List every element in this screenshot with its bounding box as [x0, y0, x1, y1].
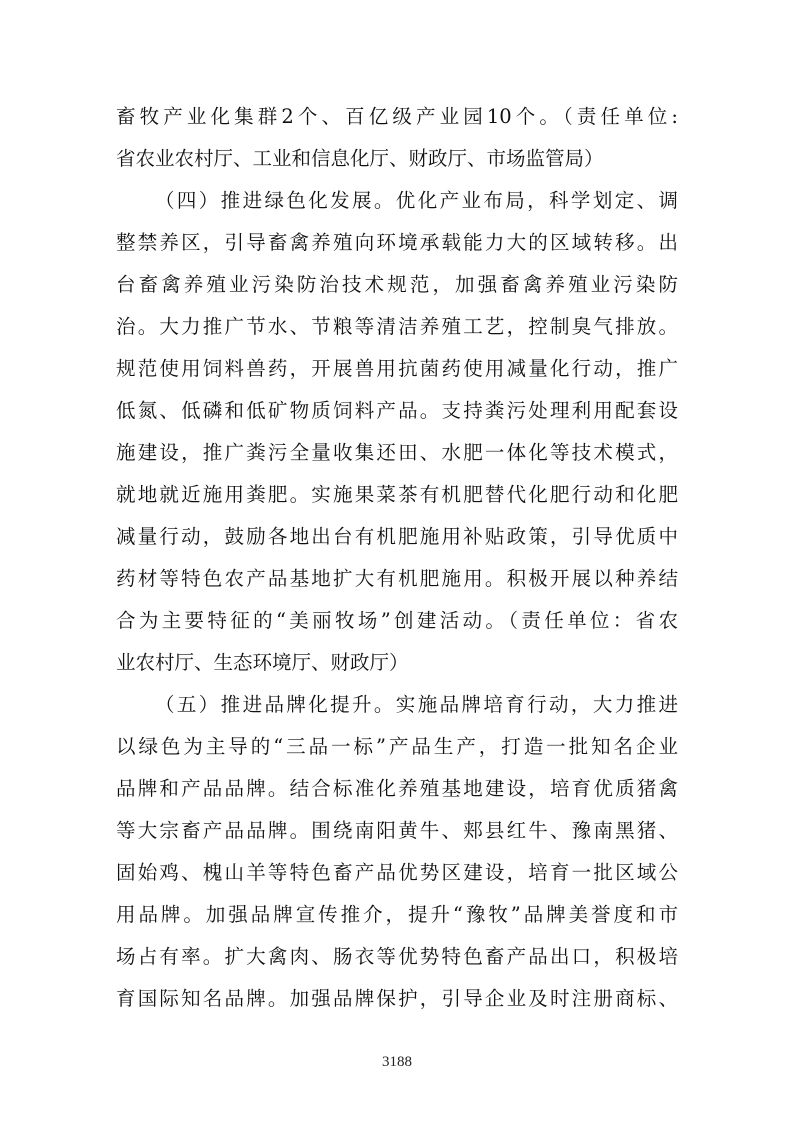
- text-line: 固始鸡、槐山羊等特色畜产品优势区建设，培育一批区域公: [116, 861, 678, 884]
- text-line: 药材等特色农产品基地扩大有机肥施用。积极开展以种养结: [116, 567, 678, 590]
- text-line: 施建设，推广粪污全量收集还田、水肥一体化等技术模式，: [116, 441, 678, 464]
- text-line: 业农村厅、生态环境厅、财政厅）: [116, 651, 409, 674]
- text-line: 等大宗畜产品品牌。围绕南阳黄牛、郏县红牛、豫南黑猪、: [116, 819, 678, 842]
- text-line: 减量行动，鼓励各地出台有机肥施用补贴政策，引导优质中: [116, 525, 678, 548]
- text-line: 以绿色为主导的“三品一标”产品生产，打造一批知名企业: [116, 735, 678, 758]
- text-line: 品牌和产品品牌。结合标准化养殖基地建设，培育优质猪禽: [116, 777, 678, 800]
- text-line: 合为主要特征的“美丽牧场”创建活动。（责任单位：省农: [116, 609, 678, 632]
- text-line-section-five-heading: （五）推进品牌化提升。实施品牌培育行动，大力推进: [155, 693, 678, 716]
- text-line: 台畜禽养殖业污染防治技术规范，加强畜禽养殖业污染防: [116, 273, 678, 296]
- text-line: 场占有率。扩大禽肉、肠衣等优势特色畜产品出口，积极培: [116, 945, 678, 968]
- text-line: 规范使用饲料兽药，开展兽用抗菌药使用减量化行动，推广: [116, 357, 678, 380]
- text-line: 低氮、低磷和低矿物质饲料产品。支持粪污处理利用配套设: [116, 399, 678, 422]
- text-line-section-four-heading: （四）推进绿色化发展。优化产业布局，科学划定、调: [155, 189, 678, 212]
- text-line: 用品牌。加强品牌宣传推介，提升“豫牧”品牌美誉度和市: [116, 903, 678, 926]
- text-line: 治。大力推广节水、节粮等清洁养殖工艺，控制臭气排放。: [116, 315, 678, 338]
- text-line: 就地就近施用粪肥。实施果菜茶有机肥替代化肥行动和化肥: [116, 483, 678, 506]
- text-line: 整禁养区，引导畜禽养殖向环境承载能力大的区域转移。出: [116, 231, 678, 254]
- text-line: 畜牧产业化集群2个、百亿级产业园10个。（责任单位:: [116, 105, 678, 128]
- text-line: 省农业农村厅、工业和信息化厅、财政厅、市场监管局）: [116, 147, 604, 170]
- page-number: 3188: [382, 1054, 412, 1070]
- text-line: 育国际知名品牌。加强品牌保护，引导企业及时注册商标、: [116, 987, 678, 1010]
